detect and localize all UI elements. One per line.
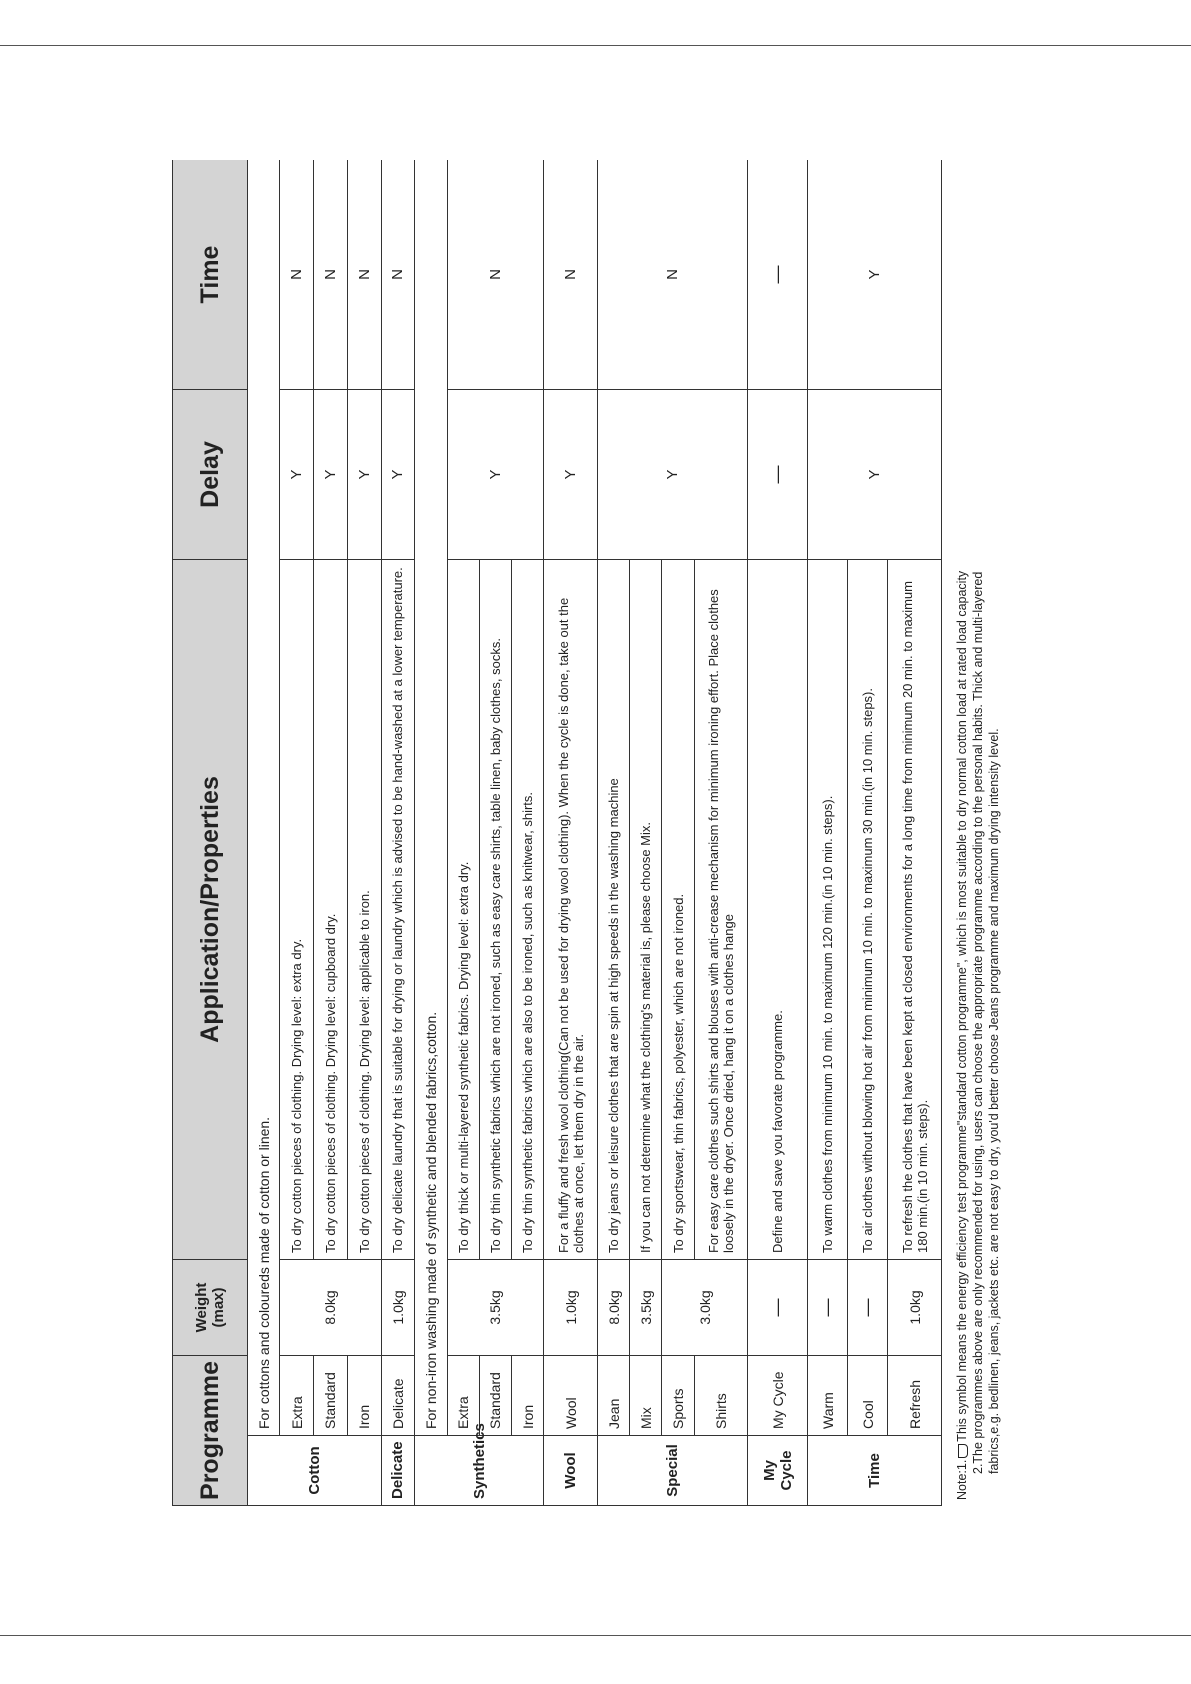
bottom-rule	[0, 1635, 1191, 1636]
header-time: Time	[173, 160, 248, 389]
sub-cotton-standard: Standard	[314, 1355, 348, 1435]
delay-delicate: Y	[381, 389, 415, 559]
delay-time: Y	[808, 389, 942, 559]
time-my-cycle: —	[748, 160, 808, 389]
group-special: Special	[597, 1436, 747, 1506]
header-programme: Programme	[173, 1355, 248, 1505]
sub-syn-extra: Extra	[447, 1355, 479, 1435]
app-shirts: For easy care clothes such shirts and blouses with anti-crease mechanism for minimum ironing effort. Place clothes loosely in the dryer. Once dried, hang it on a clothes hange	[694, 559, 748, 1259]
group-wool: Wool	[544, 1436, 598, 1506]
app-syn-standard: To dry thin synthetic fabrics which are not ironed, such as easy care shirts, table linen, baby clothes, socks.	[479, 559, 511, 1259]
table-row	[248, 160, 280, 1506]
note-1-text: This symbol means the energy efficiency test programme"standard cotton programme", which is most suitable to dry normal cotton load at rated load capacity	[955, 570, 969, 1442]
table-row	[748, 160, 808, 1506]
sub-mix: Mix	[630, 1355, 662, 1435]
rotated-page-region	[172, 160, 1019, 1506]
weight-jean: 8.0kg	[597, 1259, 629, 1355]
app-delicate: To dry delicate laundry that is suitable for drying or laundry which is advised to be hand-washed at a lower temperature.	[381, 559, 415, 1259]
group-delicate: Delicate	[381, 1436, 415, 1506]
header-weight-line2: (max)	[210, 1287, 227, 1328]
sub-delicate: Delicate	[381, 1355, 415, 1435]
delay-wool: Y	[544, 389, 598, 559]
table-header-row	[173, 160, 248, 1506]
table-row	[447, 160, 479, 1506]
time-cotton-extra: N	[280, 160, 314, 389]
sub-cotton-iron: Iron	[347, 1355, 381, 1435]
app-wool: For a fluffy and fresh wool clothing(Can not be used for drying wool clothing). When the cycle is done, take out the clothes at once, let them dry in the air.	[544, 559, 598, 1259]
header-weight	[173, 1259, 248, 1355]
synthetics-weight: 3.5kg	[447, 1259, 544, 1355]
sub-warm: Warm	[808, 1355, 848, 1435]
app-cotton-standard: To dry cotton pieces of clothing. Drying level: cupboard dry.	[314, 559, 348, 1259]
app-refresh: To refresh the clothes that have been kept at closed environments for a long time from minimum 20 min. to maximum 180 min.(in 10 min. steps).	[888, 559, 942, 1259]
weight-mix: 3.5kg	[630, 1259, 662, 1355]
app-jean: To dry jeans or leisure clothes that are spin at high speeds in the washing machine	[597, 559, 629, 1259]
sub-cool: Cool	[848, 1355, 888, 1435]
delay-cotton-extra: Y	[280, 389, 314, 559]
app-mix: If you can not determine what the clothing's material is, please choose Mix.	[630, 559, 662, 1259]
notes	[954, 170, 1002, 1500]
note-prefix: Note:1.	[955, 1459, 969, 1500]
app-syn-iron: To dry thin synthetic fabrics which are also to be ironed, such as knitwear, shirts.	[512, 559, 544, 1259]
sub-jean: Jean	[597, 1355, 629, 1435]
weight-sports: 3.0kg	[662, 1259, 748, 1355]
time-wool: N	[544, 160, 598, 389]
delay-cotton-standard: Y	[314, 389, 348, 559]
table-row	[544, 160, 598, 1506]
app-sports: To dry sportswear, thin fabrics, polyester, which are not ironed.	[662, 559, 694, 1259]
top-rule	[0, 45, 1191, 46]
sub-shirts: Shirts	[694, 1355, 748, 1435]
time-cotton-iron: N	[347, 160, 381, 389]
programme-table	[172, 160, 942, 1506]
table-row	[280, 160, 314, 1506]
delay-cotton-iron: Y	[347, 389, 381, 559]
delay-synthetics: Y	[447, 389, 544, 559]
app-my-cycle: Define and save you favorate programme.	[748, 559, 808, 1259]
time-delicate: N	[381, 160, 415, 389]
time-time: Y	[808, 160, 942, 389]
weight-warm: —	[808, 1259, 848, 1355]
note-line-3: fabrics,e.g. bedlinen, jeans, jackets etc. are not easy to dry, you'd better choose Jeans programme and maximum drying intensity level.	[987, 728, 1001, 1474]
weight-wool: 1.0kg	[544, 1259, 598, 1355]
delay-special: Y	[597, 389, 747, 559]
time-special: N	[597, 160, 747, 389]
group-cotton: Cotton	[248, 1436, 382, 1506]
app-cool: To air clothes without blowing hot air from minimum 10 min. to maximum 30 min.(in 10 min. steps).	[848, 559, 888, 1259]
group-time: Time	[808, 1436, 942, 1506]
group-synthetics: Synthetics	[415, 1436, 544, 1506]
sub-syn-iron: Iron	[512, 1355, 544, 1435]
weight-delicate: 1.0kg	[381, 1259, 415, 1355]
note-line-2: 2.The programmes above are only recommended for using, users can choose the appropriate programme according to the personal habits. Thick and multi-layered	[971, 571, 985, 1474]
sub-wool: Wool	[544, 1355, 598, 1435]
app-syn-extra: To dry thick or multi-layered synthetic fabrics. Drying level: extra dry.	[447, 559, 479, 1259]
sub-syn-standard: Standard	[479, 1355, 511, 1435]
sub-sports: Sports	[662, 1355, 694, 1435]
synthetics-description: For non-iron washing made of synthetic and blended fabrics,cotton.	[415, 160, 447, 1436]
table-row	[381, 160, 415, 1506]
sub-refresh: Refresh	[888, 1355, 942, 1435]
note-line-1	[954, 170, 970, 1500]
header-weight-line1: Weight	[193, 1282, 210, 1333]
header-delay: Delay	[173, 389, 248, 559]
app-warm: To warm clothes from minimum 10 min. to maximum 120 min.(in 10 min. steps).	[808, 559, 848, 1259]
table-row	[808, 160, 848, 1506]
header-application: Application/Properties	[173, 559, 248, 1259]
time-cotton-standard: N	[314, 160, 348, 389]
app-cotton-iron: To dry cotton pieces of clothing. Drying level: applicable to iron.	[347, 559, 381, 1259]
table-row	[415, 160, 447, 1506]
cotton-weight: 8.0kg	[280, 1259, 381, 1355]
weight-refresh: 1.0kg	[888, 1259, 942, 1355]
sub-my-cycle: My Cycle	[748, 1355, 808, 1435]
table-row	[597, 160, 629, 1506]
weight-my-cycle: —	[748, 1259, 808, 1355]
group-my-cycle: My Cycle	[748, 1436, 808, 1506]
rotated-content	[172, 160, 1019, 1506]
delay-my-cycle: —	[748, 389, 808, 559]
weight-cool: —	[848, 1259, 888, 1355]
sub-cotton-extra: Extra	[280, 1355, 314, 1435]
cotton-description: For cottons and coloureds made of cotton or linen.	[248, 160, 280, 1436]
energy-test-symbol-icon	[958, 1444, 968, 1458]
app-cotton-extra: To dry cotton pieces of clothing. Drying level: extra dry.	[280, 559, 314, 1259]
time-synthetics: N	[447, 160, 544, 389]
